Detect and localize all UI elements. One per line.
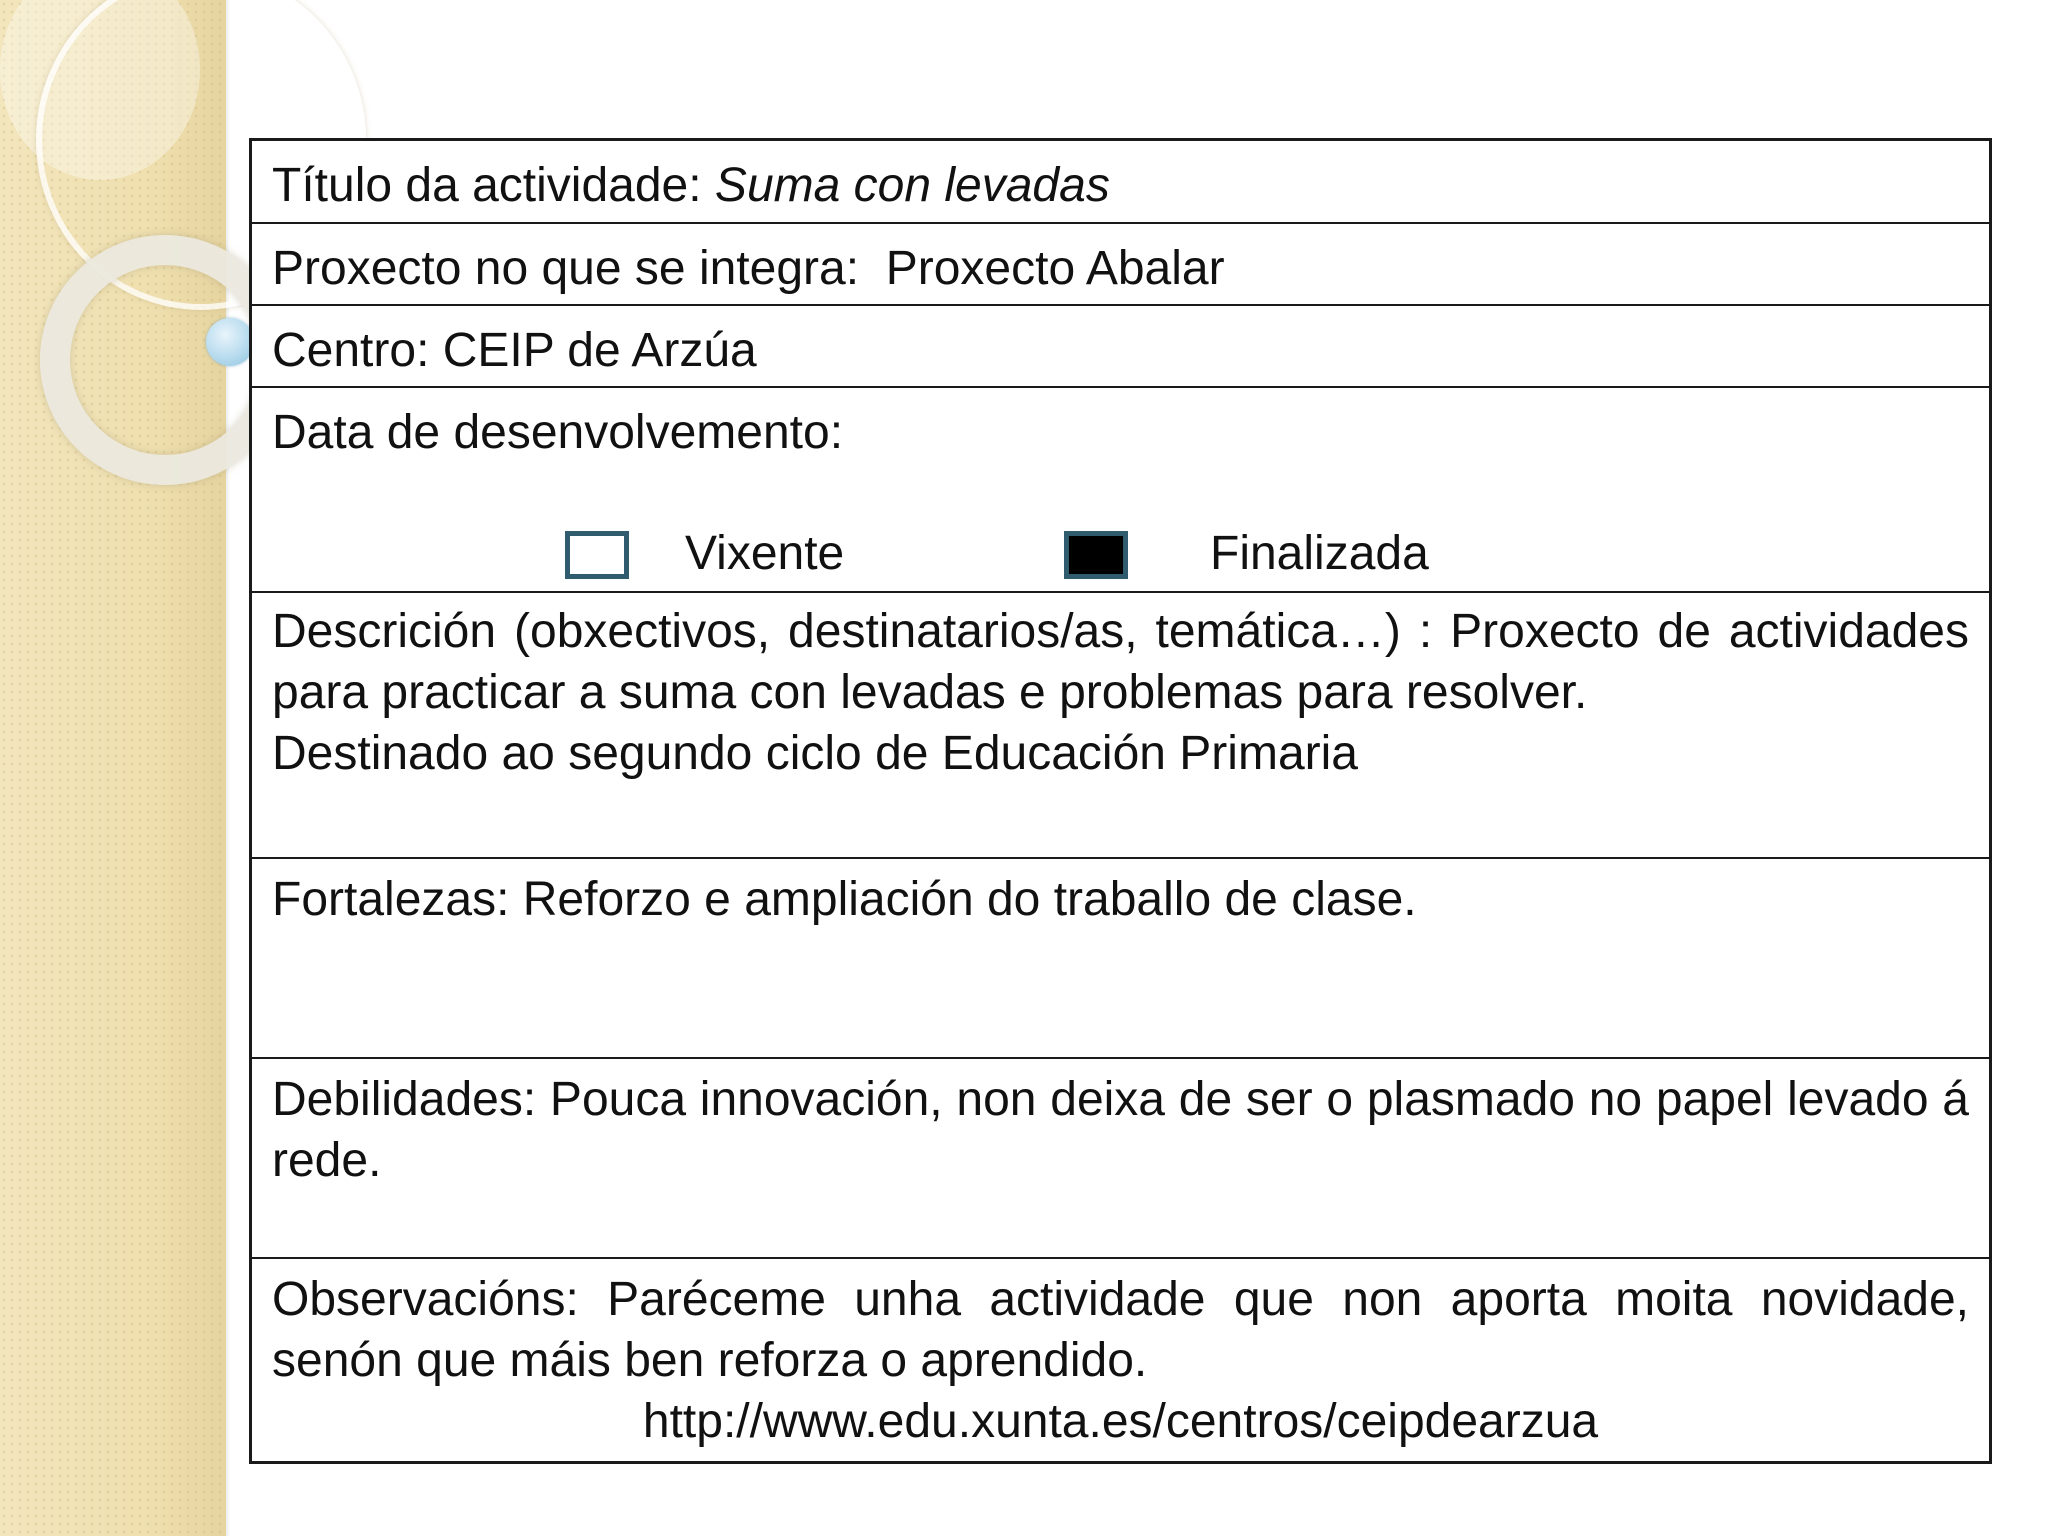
strengths-text: Fortalezas: Reforzo e ampliación do traballo de clase. (272, 873, 1417, 926)
checkbox-vixente[interactable] (565, 531, 629, 579)
weaknesses-text: Debilidades: Pouca innovación, non deixa de ser o plasmado no papel levado á rede. (272, 1073, 1969, 1187)
project-text: Proxecto no que se integra: Proxecto Abalar (272, 242, 1225, 295)
row-development-date (252, 388, 1989, 593)
observations-text: Observacións: Paréceme unha actividade que non aporta moita novidade, senón que máis ben reforza o aprendido. (272, 1273, 1969, 1387)
row-strengths (252, 859, 1989, 1059)
title-value: Suma con levadas (714, 159, 1110, 212)
title-label: Título da actividade: (272, 159, 715, 212)
decorative-bubble (206, 318, 254, 366)
activity-form-table (249, 138, 1992, 1464)
row-activity-title (252, 141, 1989, 224)
row-description (252, 593, 1989, 859)
centre-url-link[interactable]: http://www.edu.xunta.es/centros/ceipdearzua (642, 1395, 1599, 1448)
centre-text: Centro: CEIP de Arzúa (272, 324, 757, 377)
date-label: Data de desenvolvemento: (272, 406, 844, 459)
row-observations (252, 1259, 1989, 1461)
checkbox-finalizada[interactable] (1064, 531, 1128, 579)
description-text-2: Destinado ao segundo ciclo de Educación Primaria (272, 727, 1358, 780)
status-options (272, 523, 1969, 593)
label-vixente: Vixente (685, 527, 845, 580)
row-weaknesses (252, 1059, 1989, 1259)
row-centre (252, 306, 1989, 388)
row-project (252, 224, 1989, 306)
description-text: Descrición (obxectivos, destinatarios/as, temática…) : Proxecto de actividades para practicar a suma con levadas e problemas para resolver. (272, 605, 1969, 719)
label-finalizada: Finalizada (1210, 527, 1429, 580)
